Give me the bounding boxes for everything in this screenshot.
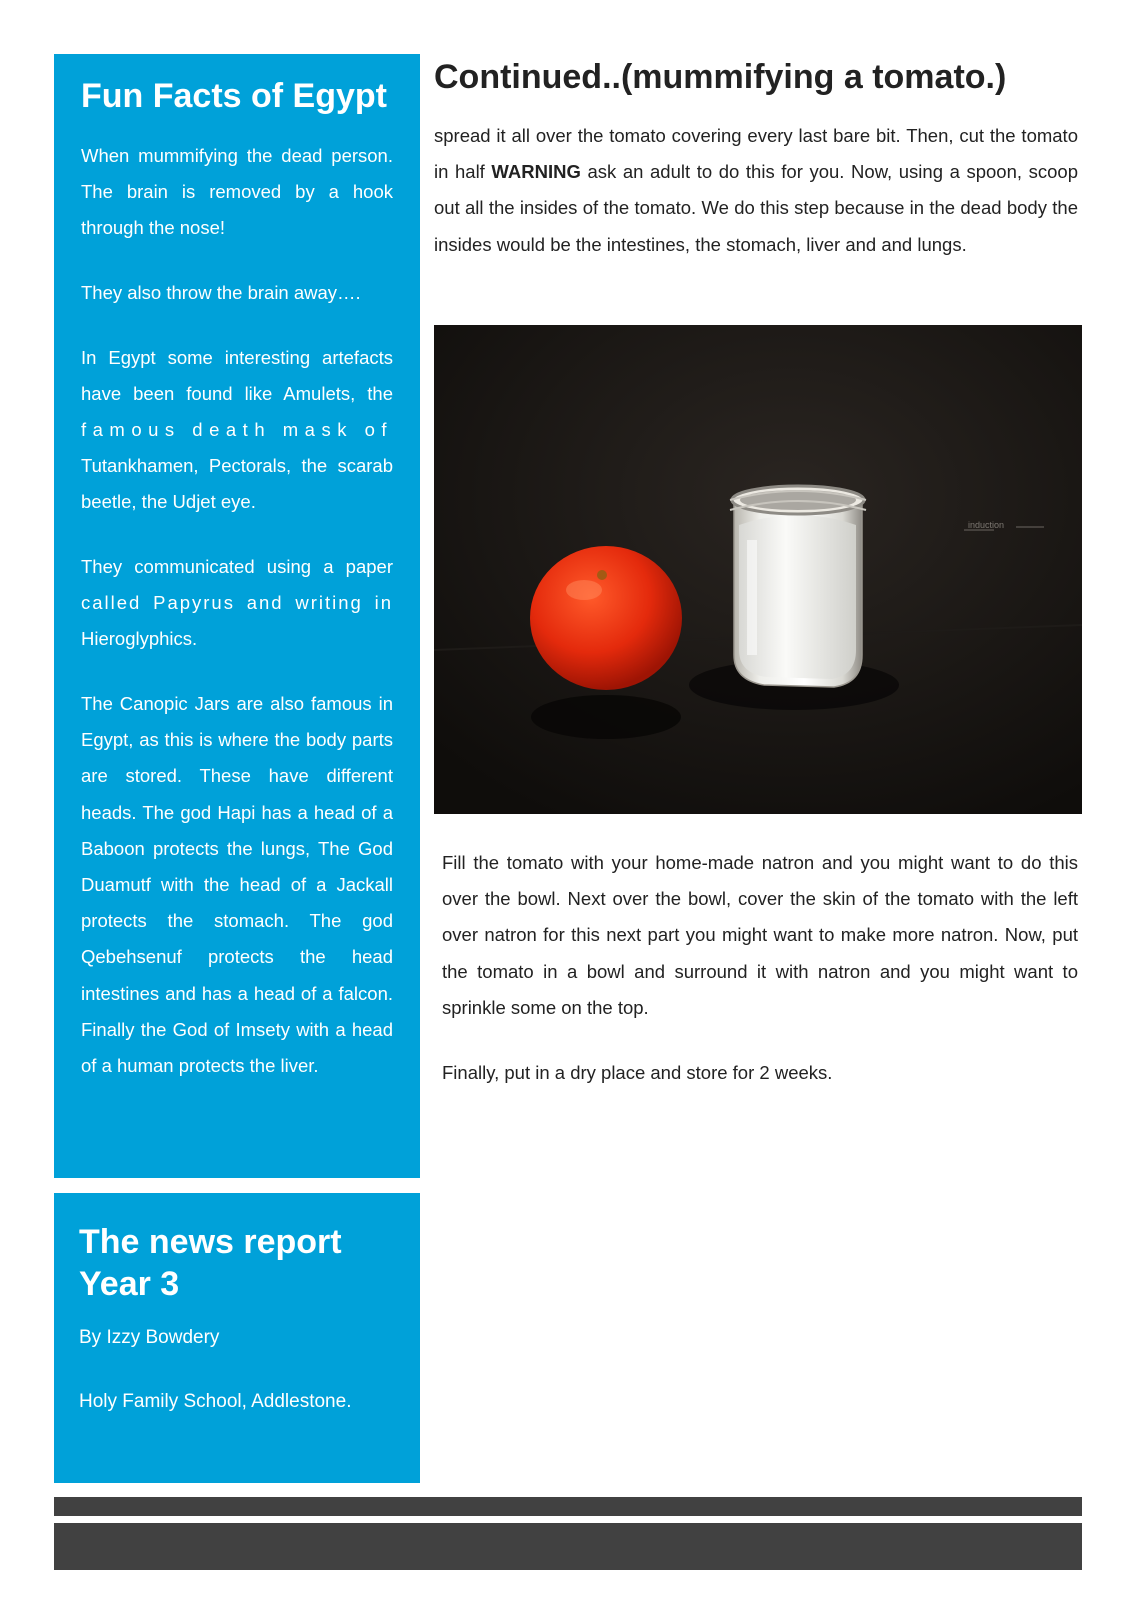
- tomato-stem: [597, 570, 607, 580]
- fact-papyrus-part-1: They communicated using a paper: [81, 556, 393, 577]
- fun-facts-title: Fun Facts of Egypt: [81, 77, 387, 115]
- author-byline: By Izzy Bowdery: [79, 1327, 220, 1348]
- tomato-and-jar-photo: [434, 325, 1082, 814]
- footer-bar-thick: [54, 1523, 1082, 1570]
- article-paragraph-3: Finally, put in a dry place and store for 2 weeks.: [442, 1062, 833, 1083]
- news-report-title-line-1: The news report: [79, 1223, 342, 1261]
- footer-bar-thin: [54, 1497, 1082, 1516]
- photo-illustration: [434, 325, 1082, 814]
- news-report-title-line-2: Year 3: [79, 1265, 180, 1303]
- fact-artefacts-part-1: In Egypt some interesting artefacts have been found like Amulets, the: [81, 346, 393, 404]
- article-title: Continued..(mummifying a tomato.): [434, 58, 1007, 96]
- fact-brain-hook: When mummifying the dead person. The brain is removed by a hook through the nose!: [81, 145, 393, 239]
- fact-brain-away: They also throw the brain away….: [81, 282, 361, 303]
- news-report-panel: [54, 1193, 420, 1483]
- paragraph-1-end: ask an adult to do this for you. Now, using a spoon, scoop out all the insides of the tomato. We do this step because in the dead body the insides would be the intestines, the stomach, liver and and lungs.: [434, 161, 1078, 255]
- fact-artefacts: [81, 340, 393, 521]
- fact-papyrus-part-2: called Papyrus and writing in: [81, 592, 393, 614]
- warning-label: WARNING: [491, 161, 581, 183]
- tomato-shadow: [531, 695, 681, 739]
- fun-facts-panel: [54, 54, 420, 1178]
- fact-canopic-jars: The Canopic Jars are also famous in Egypt, as this is where the body parts are stored. These have different heads. The god Hapi has a head of a Baboon protects the lungs, The God Duamutf with the head of a Jackall protects the stomach. The god Qebehsenuf protects the head intestines and has a head of a falcon. Finally the God of Imsety with a head of a human protects the liver.: [81, 693, 393, 1077]
- article-paragraph-1: [434, 118, 1078, 263]
- tomato-highlight: [566, 580, 602, 600]
- article-paragraph-2: Fill the tomato with your home-made natron and you might want to do this over the bowl. Next over the bowl, cover the skin of the tomato with the left over natron for this next part you might want to make more natron. Now, put the tomato in a bowl and surround it with natron and you might want to sprinkle some on the top.: [442, 852, 1078, 1018]
- jar-glare: [747, 540, 757, 655]
- hob-label: induction: [968, 520, 1005, 530]
- tomato: [530, 546, 682, 690]
- fact-papyrus: [81, 549, 393, 658]
- school-name: Holy Family School, Addlestone.: [79, 1391, 352, 1412]
- news-report-title: [79, 1221, 395, 1305]
- fact-papyrus-part-3: Hieroglyphics.: [81, 628, 198, 650]
- paragraph-1-start: spread it all over the tomato covering every last bare bit. Then, cut the tomato in half: [434, 125, 1078, 183]
- fact-artefacts-part-3: Tutankhamen, Pectorals, the scarab beetle, the Udjet eye.: [81, 455, 393, 513]
- fact-artefacts-part-2: famous death mask of: [81, 419, 394, 440]
